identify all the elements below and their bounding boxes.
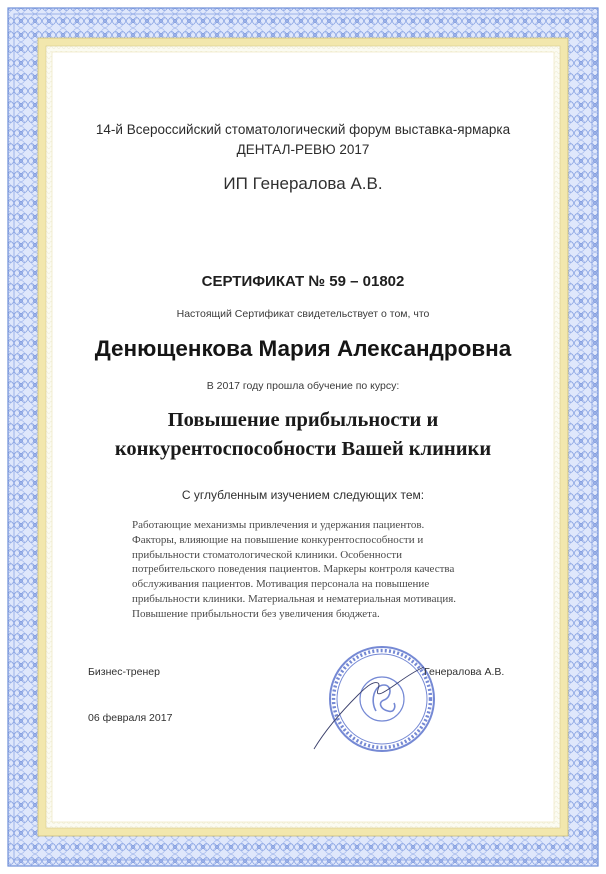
topics-line: потребительского поведения пациентов. Маркеры контроля качества [132,563,455,576]
topics-text [132,518,532,622]
issuer-name: ИП Генералова А.В. [223,174,383,193]
topics-line: обслуживания пациентов. Мотивация персонала на повышение [132,578,430,591]
topics-line: Повышение прибыльности без увеличения бюджета. [132,607,380,620]
topics-line: прибыльности клиники. Материальная и нематериальная мотивация. [132,592,457,605]
certificate-content [62,62,544,812]
topics-line: Работающие механизмы привлечения и удержания пациентов. [132,519,425,531]
stamp-and-signature [312,637,452,757]
course-title [62,406,544,464]
topics-line: прибыльности стоматологической клиники. Особенности [132,548,402,561]
certificate-statement: Настоящий Сертификат свидетельствует о том, что [176,308,430,320]
year-statement: В 2017 году прошла обучение по курсу: [206,380,400,392]
certificate-number: СЕРТИФИКАТ № 59 – 01802 [201,273,405,290]
course-title-line1: Повышение прибыльности и [167,409,439,431]
signer-role: Бизнес-тренер [88,666,160,678]
round-stamp [330,647,434,751]
topics-line: Факторы, влияющие на повышение конкурентоспособности и [132,533,424,546]
course-title-line2: конкурентоспособности Вашей клиники [114,438,492,460]
forum-title-line2: ДЕНТАЛ-РЕВЮ 2017 [236,142,370,157]
signer-name: Генералова А.В. [424,666,505,678]
topics-heading: С углубленным изучением следующих тем: [181,488,425,502]
forum-title-line1: 14-й Всероссийский стоматологический форум выставка-ярмарка [95,122,511,137]
recipient-name: Денющенкова Мария Александровна [94,336,512,361]
issue-date: 06 февраля 2017 [88,712,173,724]
